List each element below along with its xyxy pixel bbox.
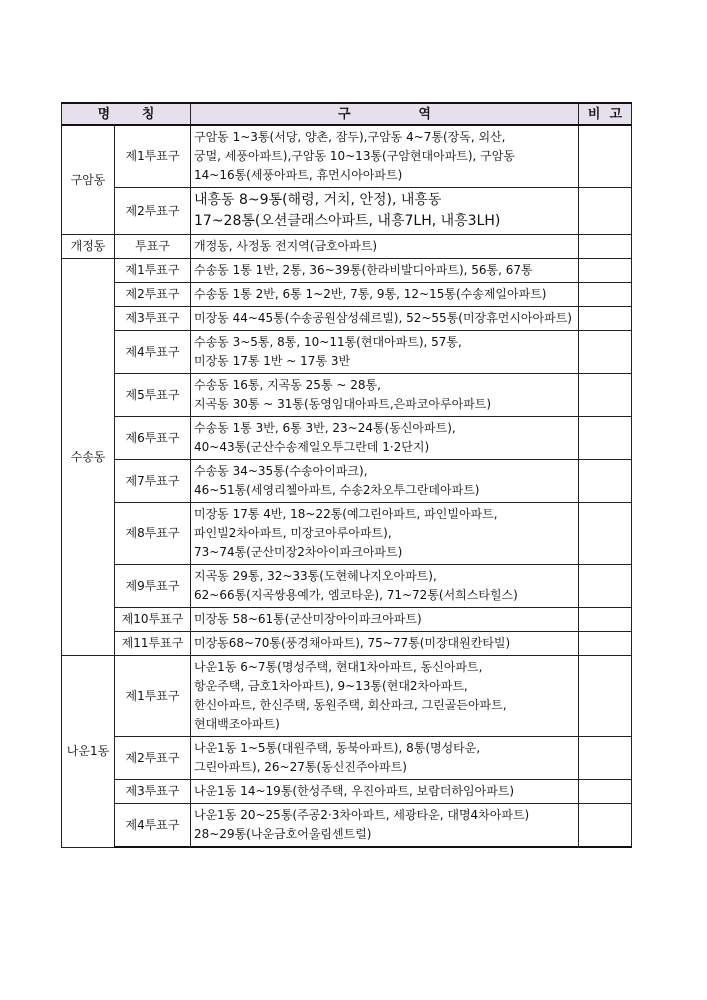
area-line: 40~43통(군산수송제일오투그란데 1·2단지): [194, 440, 430, 454]
table-row: [62, 374, 632, 417]
area-line: 나운1동 14~19통(한성주택, 우진아파트, 보람더하임아파트): [194, 784, 515, 798]
area-line: 항운주택, 금호1차아파트), 9~13통(현대2차아파트,: [194, 679, 468, 693]
area-line: 62~66통(지곡쌍용예가, 엠코타운), 71~72통(서희스타힐스): [194, 588, 518, 602]
area-line: 17~28통(오션클래스아파트, 내흥7LH, 내흥3LH): [194, 213, 501, 229]
table-row: [62, 737, 632, 780]
table-row: [62, 235, 632, 259]
note-cell: [579, 460, 632, 503]
district-area: [191, 804, 579, 848]
polling-district: 제7투표구: [115, 460, 191, 503]
note-cell: [579, 632, 632, 656]
area-line: 14~16통(세풍아파트, 휴먼시아아파트): [194, 168, 403, 182]
note-cell: [579, 656, 632, 737]
table-row: [62, 331, 632, 374]
area-line: 궁멀, 세풍아파트),구암동 10~13통(구암현대아파트), 구암동: [194, 149, 515, 163]
polling-district: 제10투표구: [115, 608, 191, 632]
polling-district: 제6투표구: [115, 417, 191, 460]
district-area: [191, 460, 579, 503]
table-row: [62, 125, 632, 188]
table-row: [62, 804, 632, 848]
area-line: 한신아파트, 한신주택, 동원주택, 회산파크, 그린골든아파트,: [194, 698, 507, 712]
district-area: [191, 307, 579, 331]
area-line: 수송동 1통 2반, 6통 1~2반, 7통, 9통, 12~15통(수송제일아파트): [194, 287, 547, 301]
district-area: [191, 374, 579, 417]
polling-district: 제3투표구: [115, 307, 191, 331]
district-area: [191, 125, 579, 188]
polling-district: 제8투표구: [115, 503, 191, 565]
note-cell: [579, 374, 632, 417]
polling-district: 제1투표구: [115, 656, 191, 737]
header-name: 명 칭: [62, 103, 191, 125]
note-cell: [579, 804, 632, 848]
area-line: 미장동 44~45통(수송공원삼성쉐르빌), 52~55통(미장휴먼시아아파트): [194, 311, 572, 325]
table-body: [62, 125, 632, 847]
area-line: 나운1동 20~25통(주공2·3차아파트, 세광타운, 대명4차아파트): [194, 808, 530, 822]
area-line: 개정동, 사정동 전지역(금호아파트): [194, 239, 378, 253]
area-line: 그린아파트), 26~27통(동신진주아파트): [194, 760, 407, 774]
area-line: 현대백조아파트): [194, 717, 280, 731]
district-area: [191, 188, 579, 235]
table-row: [62, 417, 632, 460]
area-line: 수송동 1통 1반, 2통, 36~39통(한라비발디아파트), 56통, 67통: [194, 263, 533, 277]
polling-district: 제2투표구: [115, 188, 191, 235]
area-line: 내흥동 8~9통(해령, 거치, 안정), 내흥동: [194, 192, 442, 208]
district-area: [191, 565, 579, 608]
note-cell: [579, 503, 632, 565]
area-line: 구암동 1~3통(서당, 양촌, 잠두),구암동 4~7통(장독, 외산,: [194, 130, 506, 144]
district-area: [191, 503, 579, 565]
header-note: 비 고: [579, 103, 632, 125]
table-row: [62, 656, 632, 737]
polling-district: 제9투표구: [115, 565, 191, 608]
note-cell: [579, 331, 632, 374]
area-line: 지곡동 29통, 32~33통(도현헤나지오아파트),: [194, 569, 437, 583]
district-area: [191, 235, 579, 259]
polling-district: 제4투표구: [115, 804, 191, 848]
district-area: [191, 656, 579, 737]
table-row: [62, 503, 632, 565]
district-area: [191, 632, 579, 656]
area-line: 73~74통(군산미장2차아이파크아파트): [194, 545, 403, 559]
dong-name: 나운1동: [62, 656, 115, 848]
district-area: [191, 259, 579, 283]
note-cell: [579, 307, 632, 331]
table-row: [62, 632, 632, 656]
area-line: 미장동 58~61통(군산미장아이파크아파트): [194, 612, 422, 626]
dong-name: 수송동: [62, 259, 115, 656]
note-cell: [579, 565, 632, 608]
area-line: 46~51통(세영리첼아파트, 수송2차오투그란데아파트): [194, 483, 480, 497]
polling-district: 제1투표구: [115, 259, 191, 283]
table-row: [62, 565, 632, 608]
district-area: [191, 737, 579, 780]
area-line: 미장동 17통 4반, 18~22통(예그린아파트, 파인빌아파트,: [194, 507, 498, 521]
note-cell: [579, 737, 632, 780]
note-cell: [579, 283, 632, 307]
note-cell: [579, 780, 632, 804]
note-cell: [579, 417, 632, 460]
table-row: [62, 283, 632, 307]
dong-name: 개정동: [62, 235, 115, 259]
area-line: 수송동 34~35통(수송아이파크),: [194, 464, 368, 478]
note-cell: [579, 188, 632, 235]
area-line: 나운1동 6~7통(명성주택, 현대1차아파트, 동신아파트,: [194, 660, 483, 674]
area-line: 수송동 1통 3반, 6통 3반, 23~24통(동신아파트),: [194, 421, 456, 435]
polling-district: 제2투표구: [115, 737, 191, 780]
district-area: [191, 608, 579, 632]
district-area: [191, 417, 579, 460]
district-area: [191, 780, 579, 804]
table-row: [62, 188, 632, 235]
table-row: [62, 780, 632, 804]
table-row: [62, 259, 632, 283]
district-area: [191, 283, 579, 307]
note-cell: [579, 608, 632, 632]
table-row: [62, 608, 632, 632]
area-line: 파인빌2차아파트, 미장코아루아파트),: [194, 526, 392, 540]
area-line: 지곡동 30통 ~ 31통(동영임대아파트,은파코아루아파트): [194, 397, 492, 411]
table-row: [62, 307, 632, 331]
area-line: 미장동68~70통(풍경채아파트), 75~77통(미장대원칸타빌): [194, 636, 511, 650]
polling-district: 제1투표구: [115, 125, 191, 188]
area-line: 미장동 17통 1반 ~ 17통 3반: [194, 354, 351, 368]
area-line: 나운1동 1~5통(대원주택, 동북아파트), 8통(명성타운,: [194, 741, 481, 755]
district-area: [191, 331, 579, 374]
polling-district: 제2투표구: [115, 283, 191, 307]
dong-name: 구암동: [62, 125, 115, 235]
polling-district: 제5투표구: [115, 374, 191, 417]
header-area: 구 역: [191, 103, 579, 125]
area-line: 28~29통(나운금호어울림센트럴): [194, 827, 372, 841]
table-row: [62, 460, 632, 503]
polling-district: 투표구: [115, 235, 191, 259]
note-cell: [579, 125, 632, 188]
header-row: [62, 103, 632, 125]
note-cell: [579, 259, 632, 283]
area-line: 수송동 16통, 지곡동 25통 ~ 28통,: [194, 378, 381, 392]
polling-district: 제3투표구: [115, 780, 191, 804]
polling-district: 제4투표구: [115, 331, 191, 374]
area-line: 수송동 3~5통, 8통, 10~11통(현대아파트), 57통,: [194, 335, 462, 349]
district-table: [61, 102, 632, 848]
polling-district: 제11투표구: [115, 632, 191, 656]
note-cell: [579, 235, 632, 259]
